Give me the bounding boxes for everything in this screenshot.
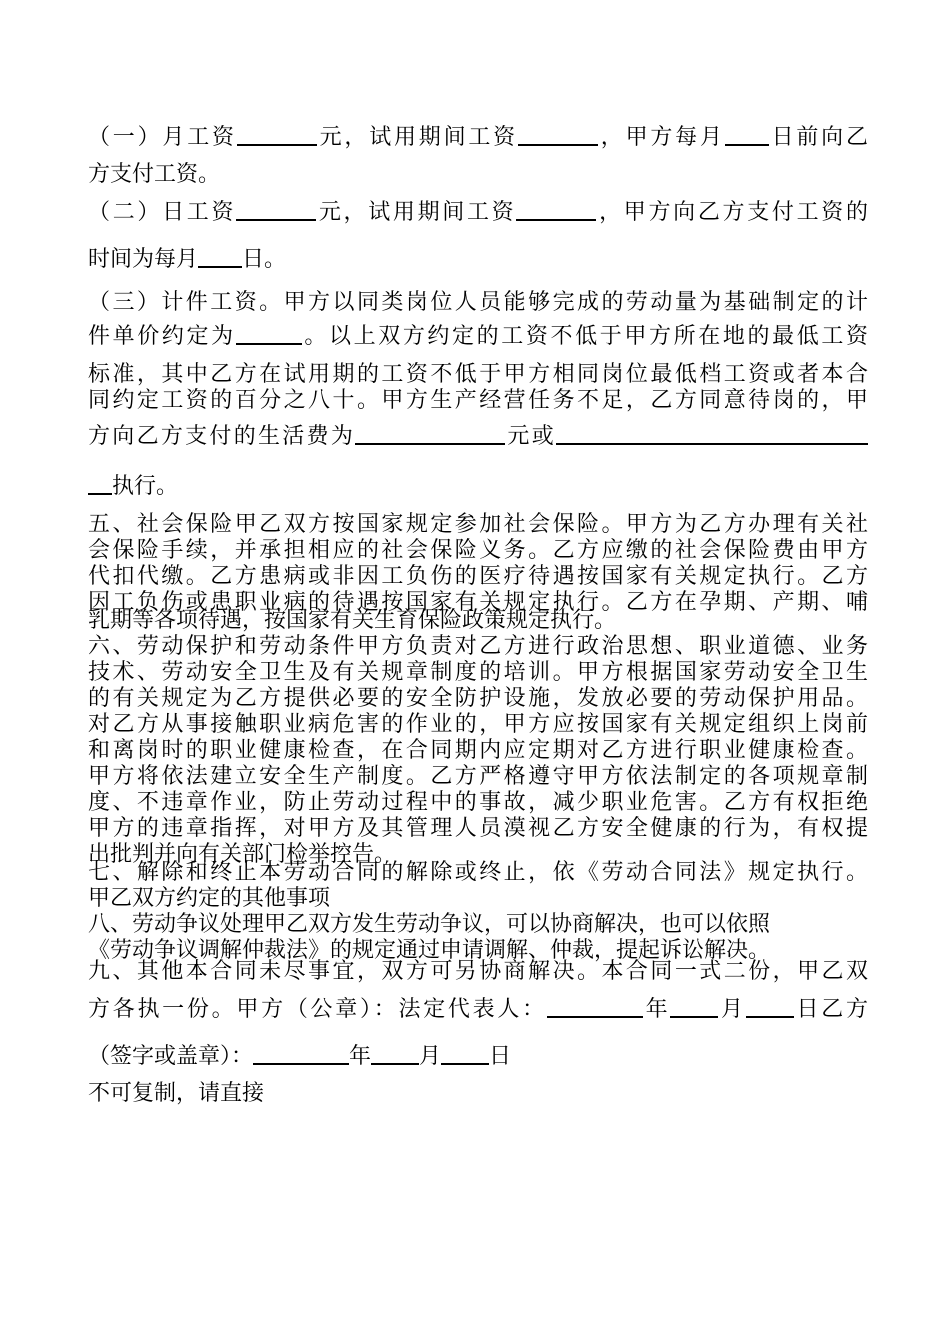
- text-line: 和离岗时的职业健康检查，在合同期内应定期对乙方进行职业健康检查。: [88, 738, 868, 763]
- text-line: 因工负伤或患职业病的待遇按国家有关规定执行。乙方在孕期、产期、哺: [88, 590, 868, 615]
- text: 年: [642, 997, 671, 1022]
- text-line: 乳期等各项待遇，按国家有关生育保险政策规定执行。: [88, 608, 617, 633]
- execute-line: [88, 473, 868, 500]
- text: 日。: [242, 247, 287, 272]
- text: 月: [419, 1044, 442, 1069]
- text: ，甲方每月: [597, 125, 725, 150]
- text: 日乙方: [793, 997, 868, 1022]
- text: 件单价约定为: [88, 324, 236, 349]
- piece-rate-line: [88, 323, 868, 350]
- text-line: 甲方的违章指挥，对甲方及其管理人员漠视乙方安全健康的行为，有权提: [88, 816, 868, 841]
- blank-day[interactable]: [746, 996, 794, 1018]
- text: 日: [489, 1044, 512, 1069]
- text-line: 方支付工资。: [88, 162, 221, 187]
- blank-day[interactable]: [441, 1043, 489, 1065]
- blank-year[interactable]: [253, 1043, 349, 1065]
- text: （签字或盖章）：: [88, 1044, 254, 1069]
- text: 日前向乙: [768, 125, 868, 150]
- blank-monthly-wage[interactable]: [237, 124, 317, 146]
- blank-daily-wage[interactable]: [236, 199, 316, 221]
- living-allowance-line: [88, 423, 868, 450]
- text: 月: [718, 997, 746, 1022]
- text-line: 九、其他本合同未尽事宜，双方可另协商解决。本合同一式二份，甲乙双: [88, 959, 868, 984]
- salary-monthly-line: [88, 124, 868, 151]
- text: 执行。: [112, 474, 179, 499]
- text: （一）月工资: [88, 125, 237, 150]
- text: ，甲方向乙方支付工资的: [596, 200, 868, 225]
- text-line: 出批判并向有关部门检举控告。: [88, 842, 397, 867]
- text-line: （三）计件工资。甲方以同类岗位人员能够完成的劳动量为基础制定的计: [88, 290, 868, 315]
- text-line: 度、不违章作业，防止劳动过程中的事故，减少职业危害。乙方有权拒绝: [88, 790, 868, 815]
- blank-continued[interactable]: [88, 473, 112, 495]
- blank-pay-day[interactable]: [725, 124, 769, 146]
- blank-piece-rate[interactable]: [236, 323, 302, 345]
- text: 元，试用期间工资: [316, 200, 517, 225]
- text-line: 技术、劳动安全卫生及有关规章制度的培训。甲方根据国家劳动安全卫生: [88, 660, 868, 685]
- signature-line-party-a: [88, 996, 868, 1023]
- text-line: 甲方将依法建立安全生产制度。乙方严格遵守甲方依法制定的各项规章制: [88, 764, 868, 789]
- text-line: 七、解除和终止本劳动合同的解除或终止，依《劳动合同法》规定执行。: [88, 860, 868, 885]
- blank-month[interactable]: [371, 1043, 419, 1065]
- salary-daily-line: [88, 199, 868, 226]
- text-line: 的有关规定为乙方提供必要的安全防护设施，发放必要的劳动保护用品。: [88, 686, 868, 711]
- blank-living-allowance[interactable]: [355, 423, 505, 445]
- footer-note: 不可复制，请直接: [88, 1081, 265, 1106]
- text: 年: [349, 1044, 372, 1069]
- blank-probation-wage[interactable]: [516, 199, 596, 221]
- text-line: 五、社会保险甲乙双方按国家规定参加社会保险。甲方为乙方办理有关社: [88, 512, 868, 537]
- text: 时间为每月: [88, 247, 199, 272]
- blank-year[interactable]: [547, 996, 643, 1018]
- pay-date-line: [88, 246, 868, 273]
- text: 方各执一份。甲方（公章）：法定代表人：: [88, 997, 547, 1022]
- text-line: 标准，其中乙方在试用期的工资不低于甲方相同岗位最低档工资或者本合: [88, 362, 868, 387]
- text: 。以上双方约定的工资不低于甲方所在地的最低工资: [301, 324, 868, 349]
- text-line: 对乙方从事接触职业病危害的作业的，甲方应按国家有关规定组织上岗前: [88, 712, 868, 737]
- text-line: 《劳动争议调解仲裁法》的规定通过申请调解、仲裁，提起诉讼解决。: [88, 938, 771, 963]
- blank-month[interactable]: [670, 996, 718, 1018]
- signature-line-party-b: [88, 1043, 868, 1070]
- text: 元或: [505, 424, 556, 449]
- text-line: 代扣代缴。乙方患病或非因工负伤的医疗待遇按国家有关规定执行。乙方: [88, 564, 868, 589]
- text: 方向乙方支付的生活费为: [88, 424, 356, 449]
- blank-probation-wage[interactable]: [518, 124, 598, 146]
- text-line: 同约定工资的百分之八十。甲方生产经营任务不足，乙方同意待岗的，甲: [88, 388, 868, 413]
- text: 元，试用期间工资: [316, 125, 518, 150]
- blank-alternative-standard[interactable]: [556, 423, 868, 445]
- text-line: 甲乙双方约定的其他事项: [88, 886, 331, 911]
- text: （二）日工资: [88, 200, 237, 225]
- blank-pay-day[interactable]: [198, 246, 242, 268]
- text-line: 八、劳动争议处理甲乙双方发生劳动争议，可以协商解决，也可以依照: [88, 912, 771, 937]
- text-line: 六、劳动保护和劳动条件甲方负责对乙方进行政治思想、职业道德、业务: [88, 634, 868, 659]
- text-line: 会保险手续，并承担相应的社会保险义务。乙方应缴的社会保险费由甲方: [88, 538, 868, 563]
